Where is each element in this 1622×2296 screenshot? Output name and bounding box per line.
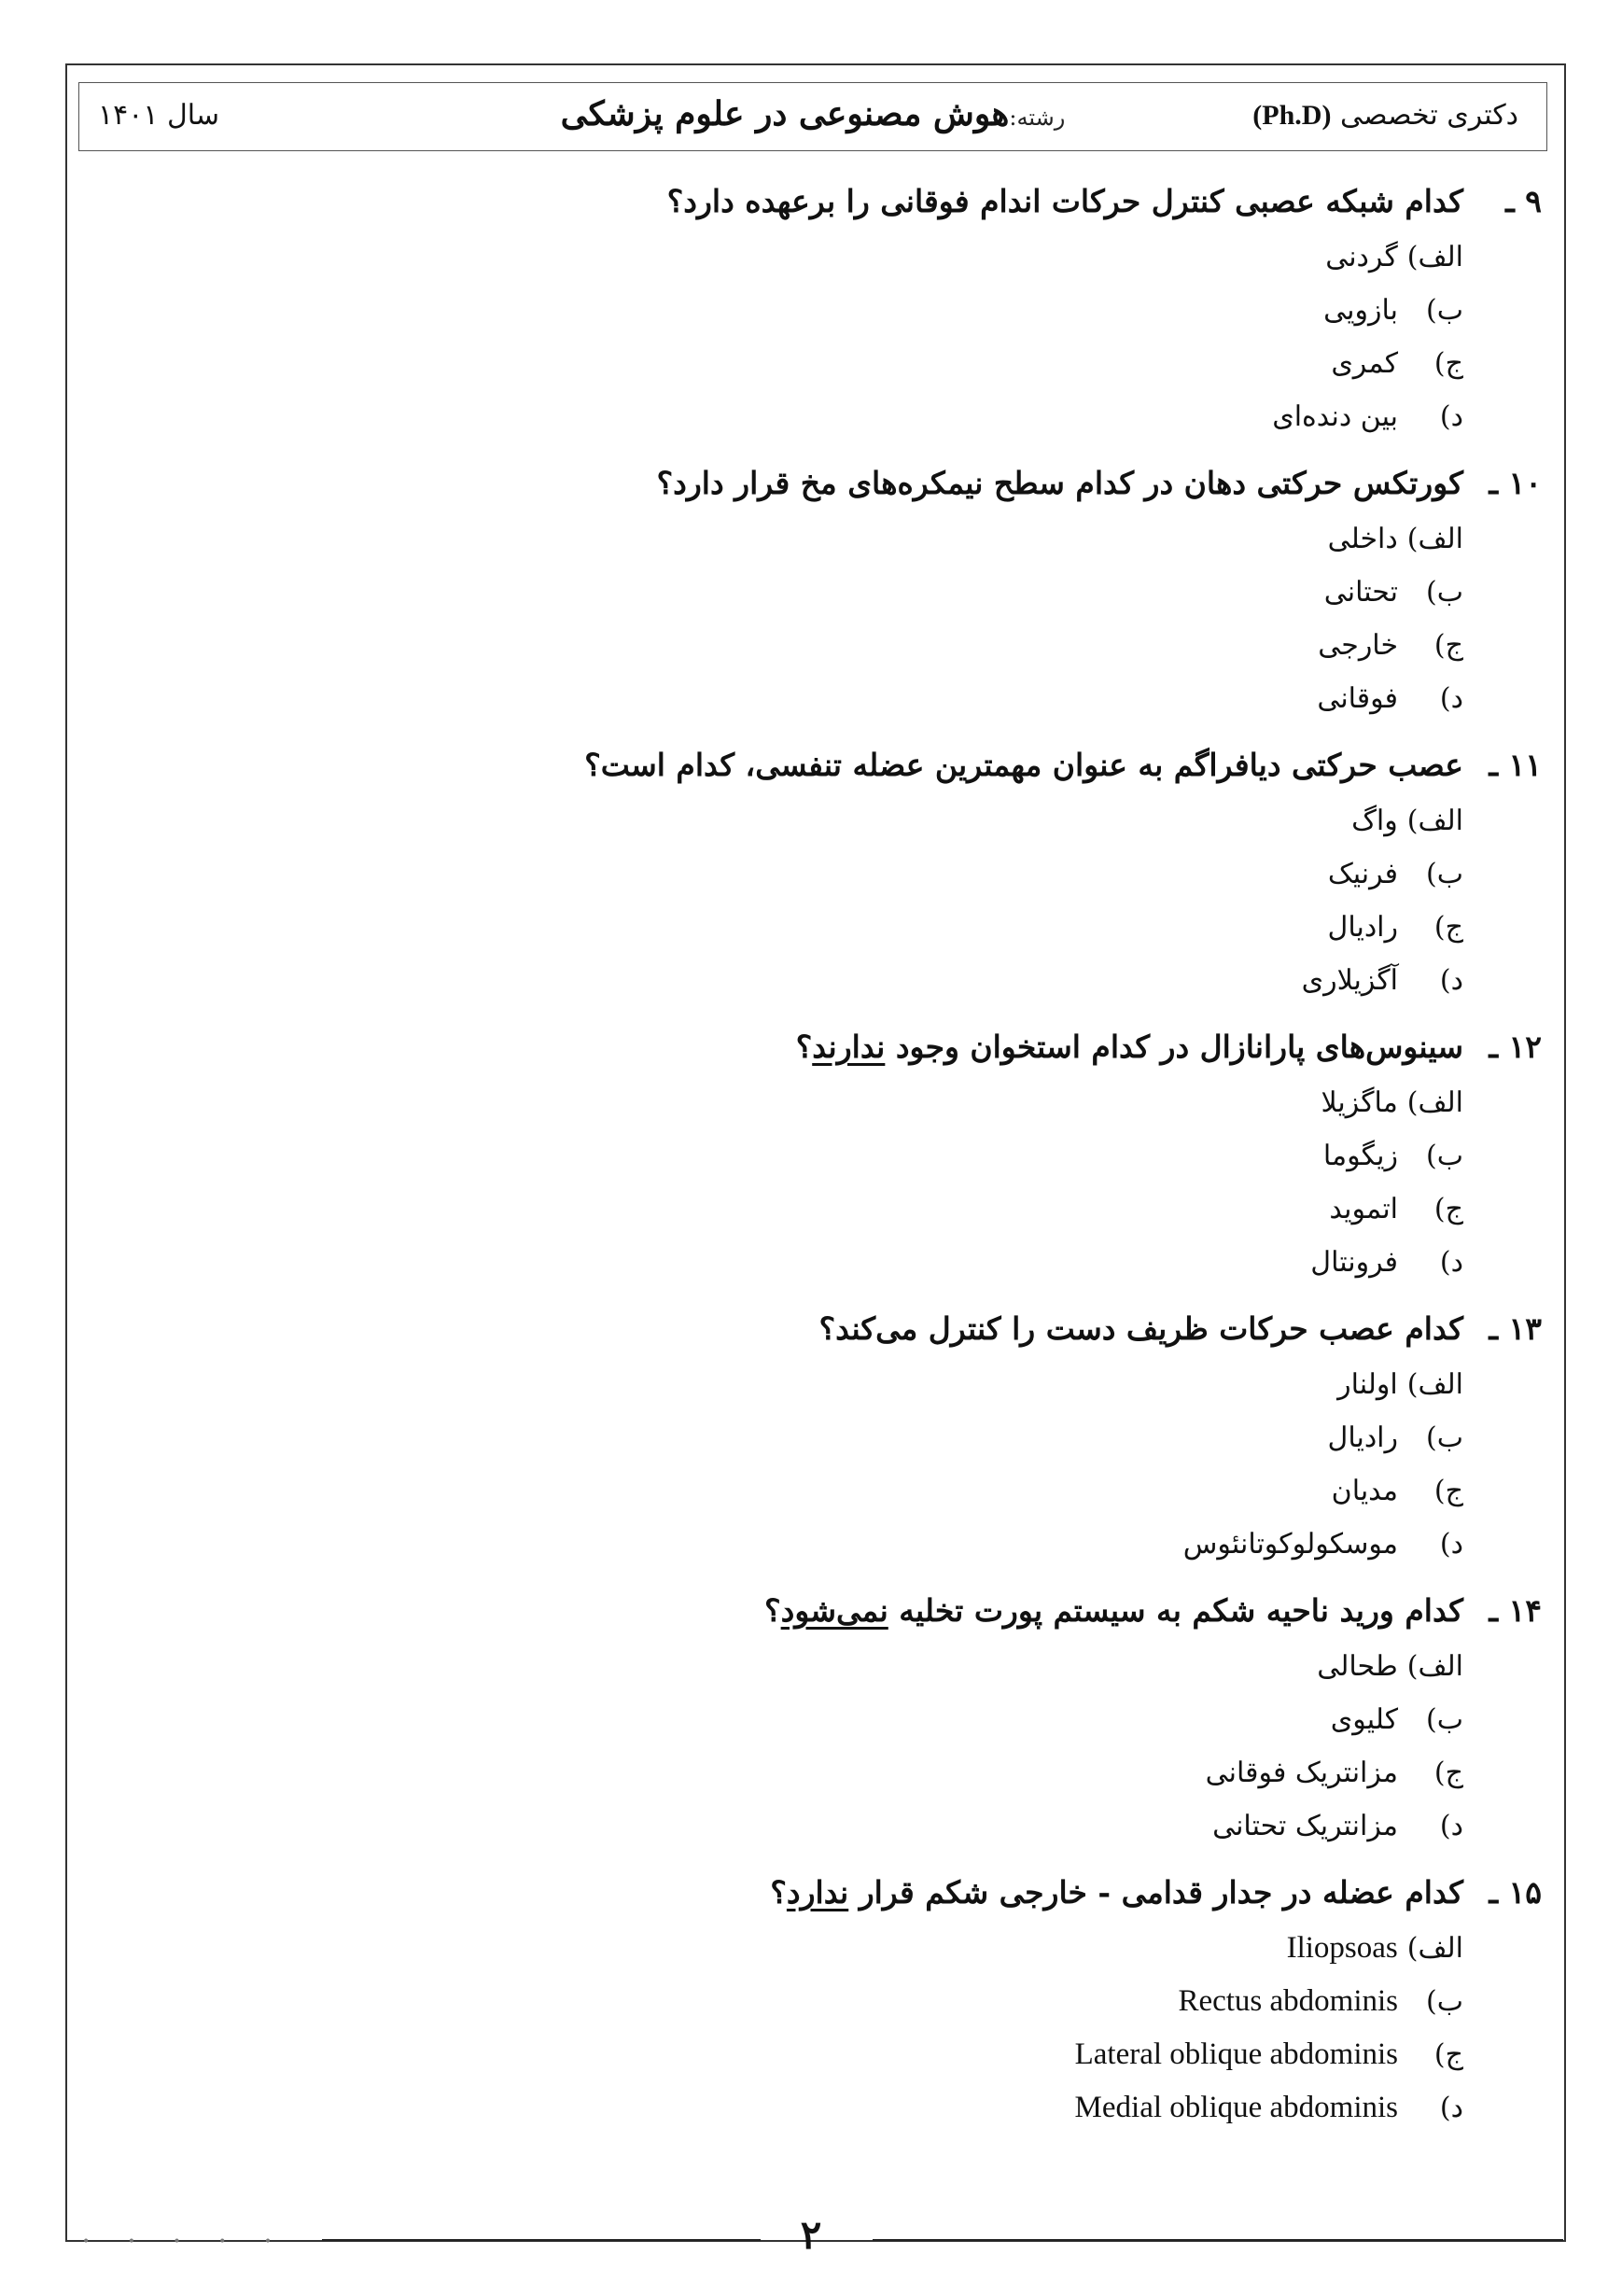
option-label: الف) [1406, 523, 1463, 555]
answer-option[interactable] [142, 672, 1463, 725]
answer-option[interactable] [142, 390, 1463, 443]
question-text [667, 173, 1463, 231]
answer-option[interactable] [142, 794, 1463, 847]
question-15 [142, 1864, 1542, 2135]
answer-option[interactable] [142, 954, 1463, 1007]
question-number: ۱۵ ـ [1489, 1874, 1542, 1911]
option-label: الف) [1406, 241, 1463, 273]
question-text-end: ؟ [770, 1874, 787, 1911]
question-text-main: سینوس‌های پارانازال در کدام استخوان وجود [885, 1029, 1463, 1065]
option-text: Medial oblique abdominis [1074, 2091, 1398, 2124]
option-text: واگ [1351, 805, 1398, 837]
question-text [796, 1018, 1463, 1076]
question-negation-underlined: ندارد [786, 1874, 849, 1911]
question-stem [142, 173, 1542, 231]
question-number: ۱۳ ـ [1489, 1310, 1542, 1347]
answer-options [142, 794, 1542, 1007]
question-stem [142, 1864, 1542, 1922]
option-label: د) [1439, 1528, 1463, 1561]
answer-option[interactable] [142, 1411, 1463, 1464]
answer-option[interactable] [142, 1746, 1463, 1799]
option-text: مزانتریک تحتانی [1212, 1810, 1398, 1842]
question-number: ۱۰ ـ [1489, 465, 1542, 501]
answer-options [142, 1922, 1542, 2135]
option-label: ج) [1433, 1757, 1463, 1789]
option-text: طحالی [1317, 1650, 1398, 1683]
question-12 [142, 1018, 1542, 1289]
answer-option[interactable] [142, 1076, 1463, 1129]
answer-option[interactable] [142, 1358, 1463, 1411]
option-label: ب) [1426, 576, 1463, 609]
option-label: د) [1439, 400, 1463, 433]
option-text: کلیوی [1330, 1703, 1398, 1736]
answer-option[interactable] [142, 901, 1463, 954]
question-number: ۱۱ ـ [1489, 747, 1542, 783]
degree-prefix: دکتری تخصصی [1339, 99, 1518, 132]
answer-option[interactable] [142, 231, 1463, 284]
option-label: ج) [1433, 629, 1463, 662]
option-text: مدیان [1331, 1475, 1398, 1507]
option-label: ج) [1433, 2038, 1463, 2071]
option-text: بین دنده‌ای [1272, 400, 1398, 433]
answer-options [142, 512, 1542, 725]
question-text-main: عصب حرکتی دیافراگم به عنوان مهمترین عضله تنفسی، کدام است؟ [584, 747, 1463, 783]
answer-option[interactable] [142, 1922, 1463, 1975]
option-label: ج) [1433, 1475, 1463, 1507]
question-negation-underlined: نمی‌شود [780, 1592, 888, 1629]
option-text: Iliopsoas [1286, 1931, 1398, 1965]
answer-options [142, 1640, 1542, 1853]
scan-dots: • • • • • [82, 2234, 289, 2249]
degree-code: (Ph.D) [1252, 100, 1332, 131]
option-text: اولنار [1337, 1368, 1398, 1401]
question-11 [142, 736, 1542, 1007]
option-label: ج) [1433, 1193, 1463, 1225]
option-label: ب) [1426, 1703, 1463, 1736]
answer-option[interactable] [142, 1799, 1463, 1853]
answer-option[interactable] [142, 1693, 1463, 1746]
option-label: الف) [1406, 1086, 1463, 1119]
answer-options [142, 1358, 1542, 1571]
option-label: د) [1439, 682, 1463, 715]
question-number: ۱۴ ـ [1489, 1592, 1542, 1629]
answer-option[interactable] [142, 847, 1463, 901]
option-label: ب) [1426, 294, 1463, 327]
option-text: رادیال [1327, 1421, 1398, 1454]
option-label: ب) [1426, 1421, 1463, 1454]
answer-options [142, 1076, 1542, 1289]
option-label: ج) [1433, 911, 1463, 944]
option-text: Rectus abdominis [1178, 1984, 1398, 2018]
question-text [764, 1582, 1463, 1640]
option-text: ماگزیلا [1321, 1086, 1398, 1119]
question-stem [142, 1018, 1542, 1076]
page-number: ۲ [800, 2212, 822, 2258]
option-text: مزانتریک فوقانی [1205, 1757, 1398, 1789]
question-text-end: ؟ [795, 1029, 813, 1065]
option-text: موسکولوکوتانئوس [1182, 1528, 1398, 1561]
answer-option[interactable] [142, 1464, 1463, 1518]
option-label: ب) [1426, 1140, 1463, 1172]
answer-option[interactable] [142, 1129, 1463, 1183]
answer-option[interactable] [142, 2028, 1463, 2081]
question-text-main: کدام شبکه عصبی کنترل حرکات اندام فوقانی را برعهده دارد؟ [666, 183, 1463, 219]
option-label: الف) [1406, 805, 1463, 837]
field-value: هوش مصنوعی در علوم پزشکی [560, 94, 1010, 133]
question-10 [142, 455, 1542, 725]
question-stem [142, 1582, 1542, 1640]
question-text [657, 455, 1463, 512]
option-text: فرنیک [1327, 858, 1398, 890]
answer-option[interactable] [142, 1183, 1463, 1236]
exam-header [78, 82, 1547, 151]
answer-option[interactable] [142, 337, 1463, 390]
question-negation-underlined: ندارند [812, 1029, 886, 1065]
option-text: فرونتال [1310, 1246, 1398, 1279]
option-text: بازویی [1323, 294, 1398, 327]
option-text: زیگوما [1322, 1140, 1398, 1172]
question-text [770, 1864, 1463, 1922]
question-text-end: ؟ [764, 1592, 781, 1629]
answer-option[interactable] [142, 566, 1463, 619]
question-stem [142, 1300, 1542, 1358]
option-label: ب) [1426, 1985, 1463, 2018]
question-text-main: کورتکس حرکتی دهان در کدام سطح نیمکره‌های مخ قرار دارد؟ [656, 465, 1463, 501]
question-14 [142, 1582, 1542, 1853]
option-text: گردنی [1325, 241, 1398, 273]
option-label: الف) [1406, 1932, 1463, 1965]
option-text: رادیال [1327, 911, 1398, 944]
question-text [819, 1300, 1463, 1358]
option-label: د) [1439, 1246, 1463, 1279]
answer-option[interactable] [142, 1975, 1463, 2028]
option-label: د) [1439, 1810, 1463, 1842]
question-number: ۱۲ ـ [1489, 1029, 1542, 1065]
question-9 [142, 173, 1542, 443]
option-text: آگزیلاری [1301, 964, 1398, 997]
option-label: د) [1439, 2092, 1463, 2124]
option-label: ب) [1426, 858, 1463, 890]
field-title [79, 94, 1546, 133]
option-label: الف) [1406, 1650, 1463, 1683]
answer-option[interactable] [142, 284, 1463, 337]
question-text-main: کدام عصب حرکات ظریف دست را کنترل می‌کند؟ [818, 1310, 1463, 1347]
option-label: الف) [1406, 1368, 1463, 1401]
option-text: فوقانی [1317, 682, 1398, 715]
option-text: تحتانی [1323, 576, 1398, 609]
answer-option[interactable] [142, 2081, 1463, 2135]
option-text: خارجی [1318, 629, 1398, 662]
option-text: کمری [1331, 347, 1398, 380]
answer-option[interactable] [142, 619, 1463, 672]
question-13 [142, 1300, 1542, 1571]
answer-option[interactable] [142, 1518, 1463, 1571]
question-text-main: کدام ورید ناحیه شکم به سیستم پورت تخلیه [888, 1592, 1463, 1629]
question-text [584, 736, 1463, 794]
question-stem [142, 736, 1542, 794]
option-text: داخلی [1327, 523, 1398, 555]
exam-year: سال ۱۴۰۱ [98, 99, 220, 132]
question-stem [142, 455, 1542, 512]
question-text-main: کدام عضله در جدار قدامی - خارجی شکم قرار [848, 1874, 1463, 1911]
option-text: Lateral oblique abdominis [1074, 2037, 1398, 2071]
answer-option[interactable] [142, 1236, 1463, 1289]
answer-option[interactable] [142, 512, 1463, 566]
question-number: ۹ ـ [1505, 183, 1542, 219]
option-label: د) [1439, 964, 1463, 997]
question-list [142, 173, 1542, 2146]
option-text: اتموید [1329, 1193, 1398, 1225]
answer-options [142, 231, 1542, 443]
answer-option[interactable] [142, 1640, 1463, 1693]
field-label: رشته: [1009, 105, 1066, 131]
option-label: ج) [1433, 347, 1463, 380]
